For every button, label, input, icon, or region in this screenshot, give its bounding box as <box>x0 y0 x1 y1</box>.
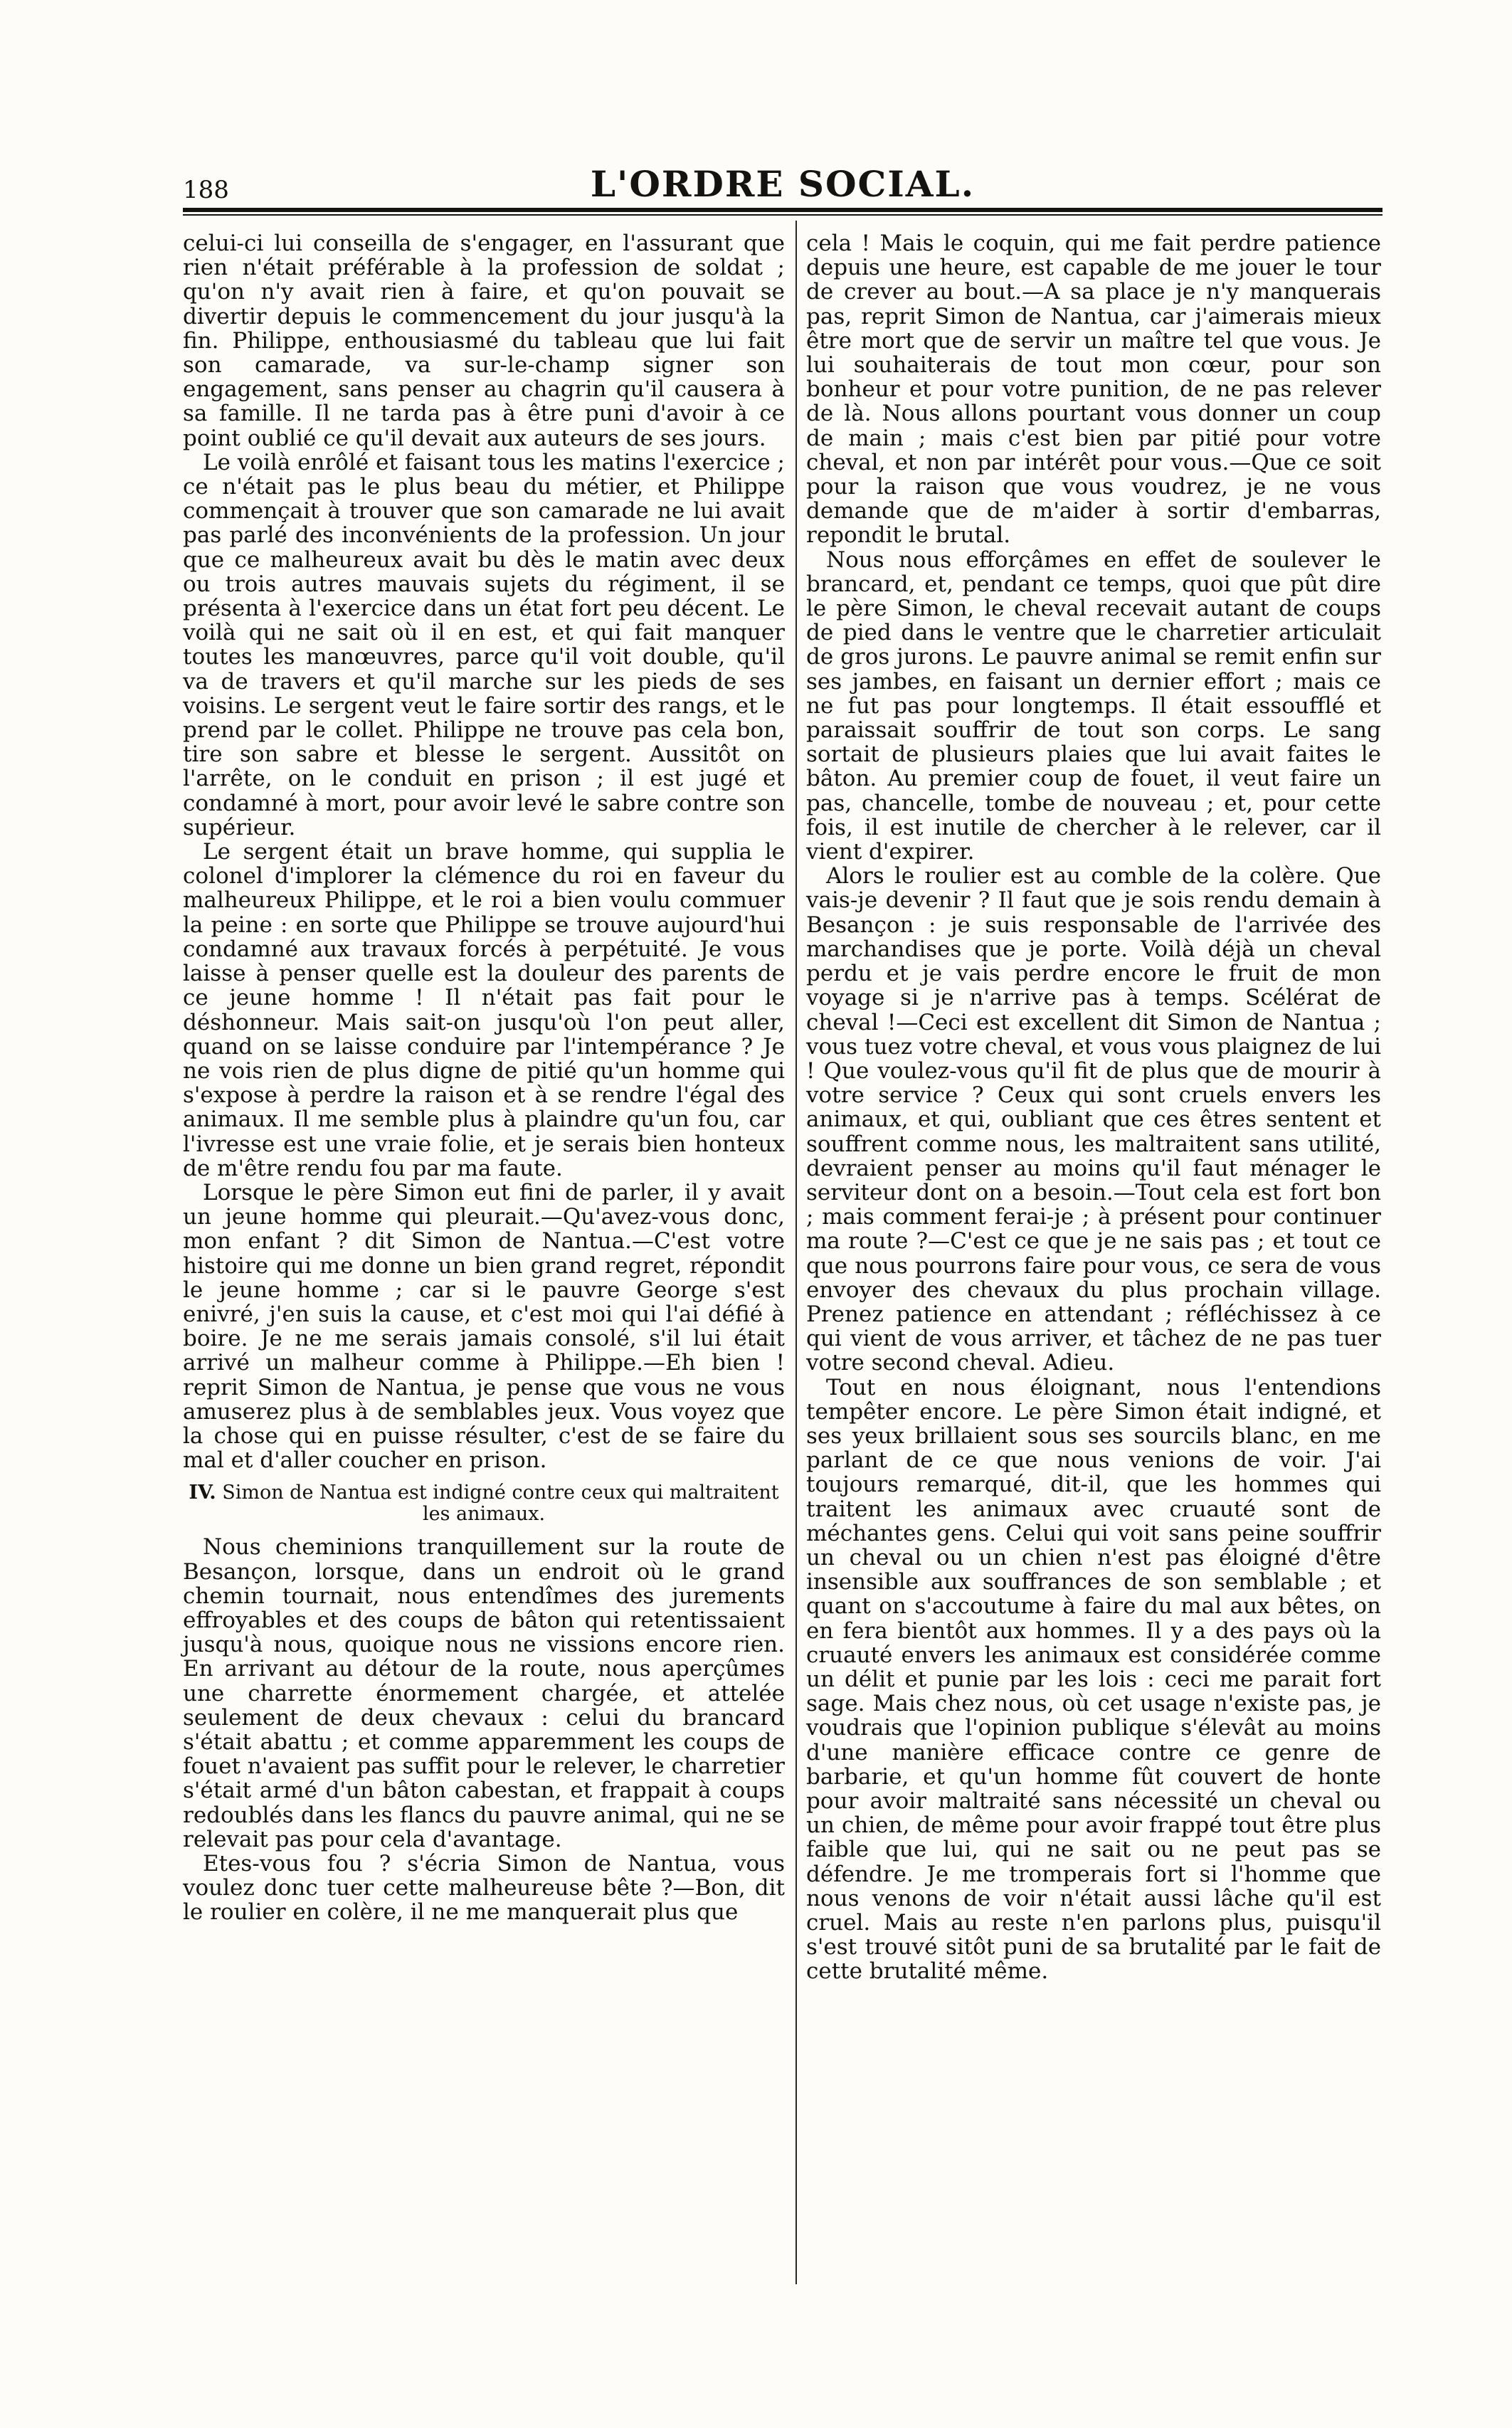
section-number: IV. <box>189 1482 216 1504</box>
section-heading <box>183 1482 785 1525</box>
page-number: 188 <box>183 176 229 204</box>
paragraph: Le sergent était un brave homme, qui supplia le colonel d'implorer la clémence du roi en faveur du malheureux Philippe, et le roi a bien voulu commuer la peine : en sorte que Philippe se trouve aujourd'hui condamné aux travaux forcés à perpétuité. Je vous laisse à penser quelle est la douleur des parents de ce jeune homme ! Il n'était pas fait pour le déshonneur. Mais sait-on jusqu'où l'on peut aller, quand on se laisse conduire par l'intempérance ? Je ne vois rien de plus digne de pitié qu'un homme qui s'expose à perdre la raison et à se rendre l'égal des animaux. Il me semble plus à plaindre qu'un fou, car l'ivresse est une vraie folie, et je serais bien honteux de m'être rendu fou par ma faute. <box>183 839 785 1181</box>
paragraph: cela ! Mais le coquin, qui me fait perdre patience depuis une heure, est capable de me jouer le tour de crever au bout.—A sa place je n'y manquerais pas, reprit Simon de Nantua, car j'aimerais mieux être mort que de servir un maître tel que vous. Je lui souhaiterais de tout mon cœur, pour son bonheur et pour votre punition, de ne pas relever de là. Nous allons pourtant vous donner un coup de main ; mais c'est bien par pitié pour votre cheval, et non par intérêt pour vous.—Que ce soit pour la raison que vous voudrez, je ne vous demande que de m'aider à sortir d'embarras, repondit le brutal. <box>806 231 1381 549</box>
paragraph: Nous cheminions tranquillement sur la route de Besançon, lorsque, dans un endroit où le grand chemin tournait, nous entendîmes des jurements effroyables et des coups de bâton qui retentissaient jusqu'à nous, quoique nous ne vissions encore rien. En arrivant au détour de la route, nous aperçûmes une charrette énormement chargée, et attelée seulement de deux chevaux : celui du brancard s'était abattu ; et comme apparemment les coups de fouet n'avaient pas suffit pour le relever, le charretier s'était armé d'un bâton cabestan, et frappait à coups redoublés dans les flancs du pauvre animal, qui ne se relevait pas pour cela d'avantage. <box>183 1534 785 1852</box>
left-column <box>183 231 785 1925</box>
paragraph: Tout en nous éloignant, nous l'entendions tempêter encore. Le père Simon était indigné, et ses yeux brillaient sous ses sourcils blanc, en me parlant de ce que nous venions de voir. J'ai toujours remarqué, dit-il, que les hommes qui traitent les animaux avec cruauté sont de méchantes gens. Celui qui voit sans peine souffrir un cheval ou un chien n'est pas éloigné d'être insensible aux souffrances de son semblable ; et quant on s'accoutume à faire du mal aux bêtes, on en fera bientôt aux hommes. Il y a des pays où la cruauté envers les animaux est considérée comme un délit et punie par les lois : ceci me parait fort sage. Mais chez nous, où cet usage n'existe pas, je voudrais que l'opinion publique s'élevât au moins d'une manière efficace contre ce genre de barbarie, et qu'un homme fût couvert de honte pour avoir maltraité sans nécessité un cheval ou un chien, de même pour avoir frappé tout être plus faible que lui, qui ne sait ou ne peut pas se défendre. Je me tromperais fort si l'homme que nous venons de voir n'était aussi lâche qu'il est cruel. Mais au reste n'en parlons plus, puisqu'il s'est trouvé sitôt puni de sa brutalité par le fait de cette brutalité même. <box>806 1374 1381 1985</box>
paragraph: Alors le roulier est au comble de la colère. Que vais-je devenir ? Il faut que je sois rendu demain à Besançon : je suis responsable de l'arrivée des marchandises que je porte. Voilà déjà un cheval perdu et je vais perdre encore le fruit de mon voyage si je n'arrive pas à temps. Scélérat de cheval !—Ceci est excellent dit Simon de Nantua ; vous tuez votre cheval, et vous vous plaignez de lui ! Que voulez-vous qu'il fit de plus que de mourir à votre service ? Ceux qui sont cruels envers les animaux, et qui, oubliant que ces êtres sentent et souffrent comme nous, les maltraitent sans utilité, devraient penser au moins qu'il faut ménager le serviteur dont on a besoin.—Tout cela est fort bon ; mais comment ferai-je ; à présent pour continuer ma route ?—C'est ce que je ne sais pas ; et tout ce que nous pourrons faire pour vous, ce sera de vous envoyer des chevaux du plus prochain village. Prenez patience en attendant ; réfléchissez à ce qui vient de vous arriver, et tâchez de ne pas tuer votre second cheval. Adieu. <box>806 863 1381 1376</box>
paragraph: Le voilà enrôlé et faisant tous les matins l'exercice ; ce n'était pas le plus beau du métier, et Philippe commençait à trouver que son camarade ne lui avait pas parlé des inconvénients de la profession. Un jour que ce malheureux avait bu dès le matin avec deux ou trois autres mauvais sujets du régiment, il se présenta à l'exercice dans un état fort peu décent. Le voilà qui ne sait où il en est, et qui fait manquer toutes les manœuvres, parce qu'il voit double, qu'il va de travers et qu'il marche sur les pieds de ses voisins. Le sergent veut le faire sortir des rangs, et le prend par le collet. Philippe ne trouve pas cela bon, tire son sabre et blesse le sergent. Aussitôt on l'arrête, on le conduit en prison ; il est jugé et condamné à mort, pour avoir levé le sabre contre son supérieur. <box>183 449 785 840</box>
page-header <box>183 160 1383 203</box>
journal-title: L'ORDRE SOCIAL. <box>590 163 976 205</box>
paragraph: Nous nous efforçâmes en effet de soulever le brancard, et, pendant ce temps, quoi que pût dire le père Simon, le cheval recevait autant de coups de pied dans le ventre que le charretier articulait de gros jurons. Le pauvre animal se remit enfin sur ses jambes, en faisant un dernier effort ; mais ce ne fut pas pour longtemps. Il était essoufflé et paraissait souffrir de tout son corps. Le sang sortait de plusieurs plaies que lui avait faites le bâton. Au premier coup de fouet, il veut faire un pas, chancelle, tombe de nouveau ; et, pour cette fois, il est inutile de chercher à le relever, car il vient d'expirer. <box>806 547 1381 865</box>
column-divider <box>795 221 797 2284</box>
header-rule-thick <box>183 208 1383 212</box>
section-title: Simon de Nantua est indigné contre ceux qui maltraitent les animaux. <box>222 1482 779 1526</box>
right-column <box>806 231 1381 1984</box>
header-rule-thin <box>183 214 1383 216</box>
paragraph: Lorsque le père Simon eut fini de parler, il y avait un jeune homme qui pleurait.—Qu'avez-vous donc, mon enfant ? dit Simon de Nantua.—C'est votre histoire qui me donne un bien grand regret, répondit le jeune homme ; car si le pauvre George s'est enivré, j'en suis la cause, et c'est moi qui l'ai défié à boire. Je ne me serais jamais consolé, s'il lui était arrivé un malheur comme à Philippe.—Eh bien ! reprit Simon de Nantua, je pense que vous ne vous amuserez plus à de semblables jeux. Vous voyez que la chose qui en puisse résulter, c'est de se faire du mal et d'aller coucher en prison. <box>183 1179 785 1474</box>
paragraph: Etes-vous fou ? s'écria Simon de Nantua, vous voulez donc tuer cette malheureuse bête ?—Bon, dit le roulier en colère, il ne me manquerait plus que <box>183 1851 785 1926</box>
paragraph: celui-ci lui conseilla de s'engager, en l'assurant que rien n'était préférable à la profession de soldat ; qu'on n'y avait rien à faire, et qu'on pouvait se divertir depuis le commencement du jour jusqu'à la fin. Philippe, enthousiasmé du tableau que lui fait son camarade, va sur-le-champ signer son engagement, sans penser au chagrin qu'il causera à sa famille. Il ne tarda pas à être puni d'avoir à ce point oublié ce qu'il devait aux auteurs de ses jours. <box>183 231 785 451</box>
